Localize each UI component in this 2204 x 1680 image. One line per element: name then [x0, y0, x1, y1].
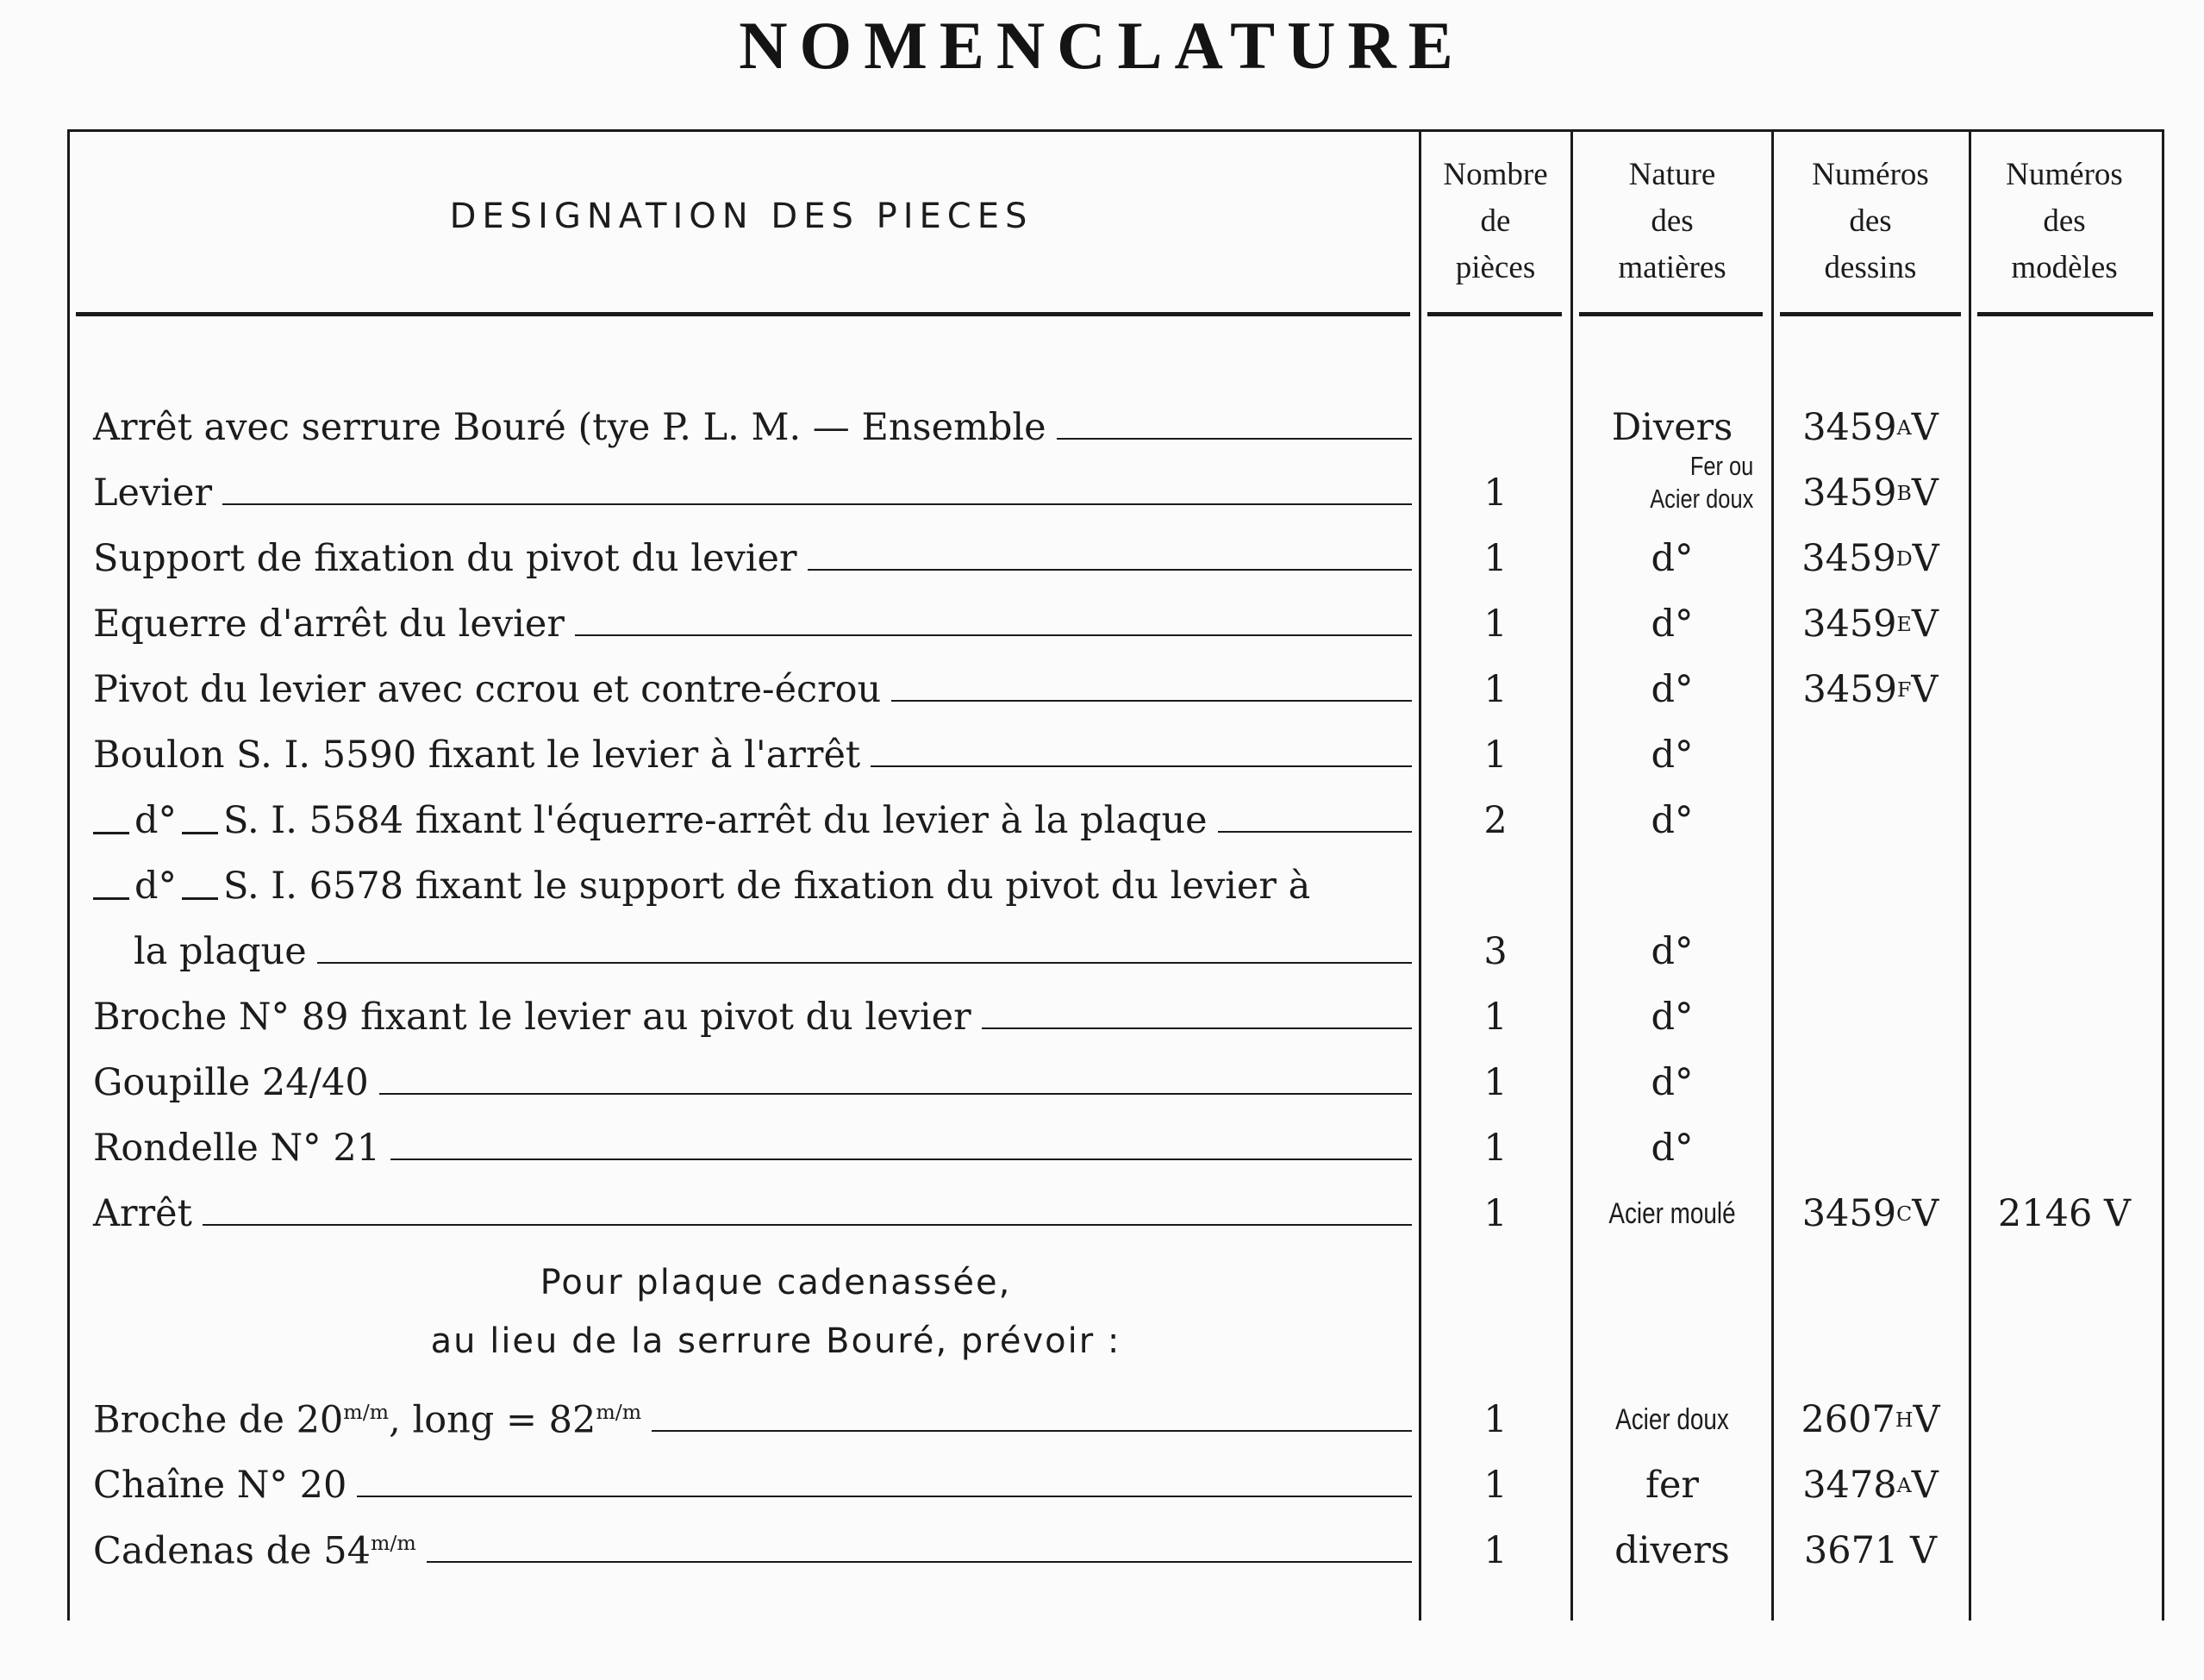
nombre-cell: 1 — [1483, 1464, 1508, 1507]
table-row — [0, 515, 2204, 581]
page-title: NOMENCLATURE — [739, 8, 1465, 83]
table-row — [0, 450, 2204, 515]
nature-cell: d° — [1651, 603, 1694, 646]
note-line: Pour plaque cadenassée, — [540, 1263, 1012, 1302]
nature-cell: d° — [1651, 734, 1694, 777]
table-row — [0, 1442, 2204, 1508]
dessin-cell: 2607 H V — [1801, 1398, 1940, 1441]
dessin-cell: 3459 B V — [1802, 472, 1939, 515]
designation-cell: Chaîne N° 20 — [93, 1442, 1412, 1508]
leader-line — [427, 1561, 1412, 1563]
table-top-border — [67, 129, 2163, 132]
designation-cell: Rondelle N° 21 — [93, 1105, 1412, 1171]
note-line: au lieu de la serrure Bouré, prévoir : — [430, 1321, 1121, 1361]
nature-cell: d° — [1651, 1127, 1694, 1170]
designation-cell: Support de fixation du pivot du levier — [93, 515, 1412, 581]
nombre-cell: 1 — [1483, 1061, 1508, 1104]
designation-cell: Equerre d'arrêt du levier — [93, 581, 1412, 646]
leader-line — [575, 634, 1412, 636]
designation-cell: Cadenas de $54^{m/m}$ — [93, 1508, 1412, 1573]
nombre-cell: 3 — [1483, 930, 1508, 973]
nature-cell: Acier doux — [1615, 1403, 1729, 1436]
nombre-cell: 1 — [1483, 603, 1508, 646]
header-rule — [1977, 312, 2153, 316]
designation-cell: Broche de $20^{m/m}$, long = $82^{m/m}$ — [93, 1377, 1412, 1442]
nature-cell: d° — [1651, 668, 1694, 711]
leader-line — [891, 700, 1412, 702]
nature-cell: d° — [1651, 930, 1694, 973]
designation-cell: la plaque — [134, 909, 1412, 974]
leader-line — [379, 1093, 1412, 1095]
nature-cell: d° — [1651, 1061, 1694, 1104]
ditto-rule — [93, 897, 129, 900]
nombre-cell: 1 — [1483, 734, 1508, 777]
leader-line — [222, 503, 1412, 505]
nature-cell: d° — [1651, 799, 1694, 842]
dessin-cell: 3459 A V — [1802, 406, 1939, 449]
nature-cell: fer — [1645, 1464, 1699, 1507]
table-row — [0, 1105, 2204, 1171]
dessin-cell: 3671 V — [1803, 1529, 1938, 1572]
modele-cell: 2146 V — [1997, 1192, 2132, 1235]
dessin-cell: 3459 E V — [1802, 603, 1939, 646]
table-row — [0, 1040, 2204, 1105]
leader-line — [357, 1496, 1412, 1497]
header-designation: DESIGNATION DES PIECES — [449, 197, 1033, 236]
ditto-rule — [93, 832, 129, 834]
ditto-rule — [182, 832, 218, 834]
header-rule — [1427, 312, 1562, 316]
designation-cell: Pivot du levier avec ccrou et contre-écrou — [93, 646, 1412, 712]
nombre-cell: 1 — [1483, 1398, 1508, 1441]
nombre-cell: 1 — [1483, 1192, 1508, 1235]
nombre-cell: 1 — [1483, 668, 1508, 711]
header-modeles: Numéros des modèles — [2006, 157, 2123, 285]
header-rule — [76, 312, 1410, 316]
nature-cell: d° — [1651, 537, 1694, 580]
designation-cell: Boulon S. I. 5590 fixant le levier à l'arrêt — [93, 712, 1412, 778]
leader-line — [203, 1224, 1412, 1226]
leader-line — [317, 962, 1412, 964]
ditto-rule — [182, 897, 218, 900]
leader-line — [871, 765, 1412, 767]
nature-cell: d° — [1651, 996, 1694, 1039]
nature-cell: Acier moulé — [1608, 1197, 1736, 1230]
table-row — [0, 843, 2204, 909]
table-row — [0, 1171, 2204, 1236]
header-nature: Nature des matières — [1618, 157, 1726, 285]
ditto-mark: d° — [134, 799, 178, 842]
nombre-cell: 1 — [1483, 1127, 1508, 1170]
designation-cell: Arrêt avec serrure Bouré (tye P. L. M. — Ensemble — [93, 384, 1412, 450]
table-row — [0, 1377, 2204, 1442]
designation-cell: Arrêt — [93, 1171, 1412, 1236]
dessin-cell: 3459 C V — [1801, 1192, 1939, 1235]
leader-line — [1218, 831, 1412, 833]
header-nombre: Nombre de pièces — [1443, 157, 1548, 285]
designation-cell: d° S. I. 6578 fixant le support de fixation du pivot du levier à — [93, 843, 1412, 909]
designation-cell: d° S. I. 5584 fixant l'équerre-arrêt du levier à la plaque — [93, 778, 1412, 843]
dessin-cell: 3459 F V — [1802, 668, 1939, 711]
leader-line — [808, 569, 1412, 571]
nombre-cell: 1 — [1483, 537, 1508, 580]
nature-cell: divers — [1614, 1529, 1730, 1572]
nature-cell: Divers — [1611, 406, 1733, 449]
nombre-cell: 2 — [1483, 799, 1508, 842]
nature-cell: Fer ou Acier doux — [1650, 451, 1754, 514]
leader-line — [652, 1430, 1412, 1432]
table-row — [0, 1508, 2204, 1573]
table-row — [0, 712, 2204, 778]
designation-cell: Levier — [93, 450, 1412, 515]
designation-cell: Broche N° 89 fixant le levier au pivot du levier — [93, 974, 1412, 1040]
nombre-cell: 1 — [1483, 472, 1508, 515]
dessin-cell: 3459 D V — [1801, 537, 1939, 580]
leader-line — [390, 1159, 1412, 1160]
table-row — [0, 646, 2204, 712]
table-row — [0, 778, 2204, 843]
ditto-mark: d° — [134, 865, 178, 908]
header-dessins: Numéros des dessins — [1812, 157, 1929, 285]
header-rule — [1579, 312, 1763, 316]
table-row — [0, 974, 2204, 1040]
leader-line — [1057, 438, 1412, 440]
table-row — [0, 581, 2204, 646]
nombre-cell: 1 — [1483, 996, 1508, 1039]
dessin-cell: 3478 A V — [1802, 1464, 1939, 1507]
table-row — [0, 384, 2204, 450]
nombre-cell: 1 — [1483, 1529, 1508, 1572]
leader-line — [982, 1027, 1412, 1029]
header-rule — [1780, 312, 1961, 316]
designation-cell: Goupille 24/40 — [93, 1040, 1412, 1105]
table-row — [0, 909, 2204, 974]
